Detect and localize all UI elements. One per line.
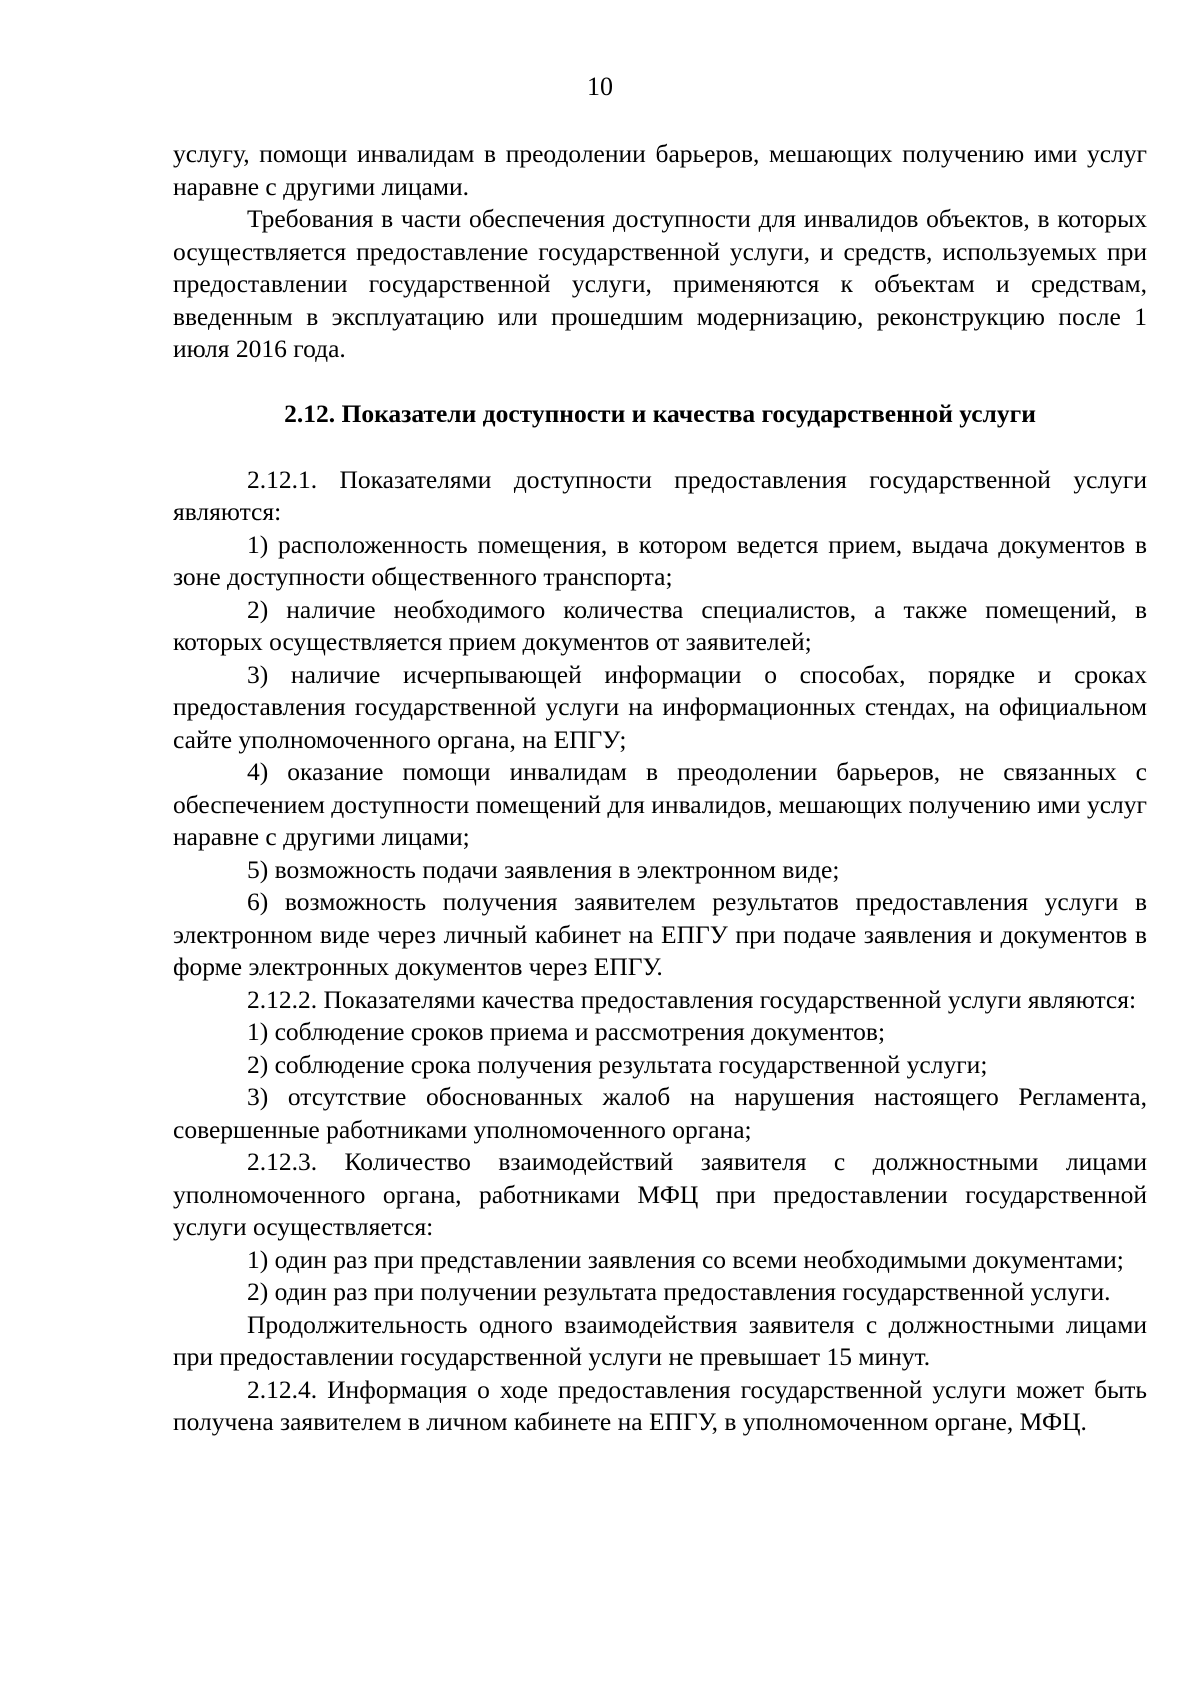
paragraph-continuation: услугу, помощи инвалидам в преодолении барьеров, мешающих получению ими услуг наравне с другими лицами.	[173, 139, 1147, 201]
list-item: 1) соблюдение сроков приема и рассмотрения документов;	[247, 1017, 886, 1046]
paragraph-2-12-1: 2.12.1. Показателями доступности предоставления государственной услуги являются:	[173, 464, 1147, 526]
paragraph-duration: Продолжительность одного взаимодействия заявителя с должностными лицами при предоставлении государственной услуги не превышает 15 минут.	[173, 1309, 1147, 1371]
list-item: 1) расположенность помещения, в котором ведется прием, выдача документов в зоне доступности общественного транспорта;	[173, 529, 1147, 591]
paragraph-accessibility-requirements: Требования в части обеспечения доступности для инвалидов объектов, в которых осуществляется предоставление государственной услуги, и средств, используемых при предоставлении государственной услуги, применяются к объектам и средствам, введенным в эксплуатацию или прошедшим модернизацию, реконструкцию после 1 июля 2016 года.	[173, 204, 1147, 363]
section-title: 2.12. Показатели доступности и качества государственной услуги	[284, 398, 1036, 428]
page-number: 10	[587, 72, 613, 101]
list-item: 3) отсутствие обоснованных жалоб на нарушения настоящего Регламента, совершенные работниками уполномоченного органа;	[173, 1082, 1147, 1144]
list-item: 3) наличие исчерпывающей информации о способах, порядке и сроках предоставления государственной услуги на информационных стендах, на официальном сайте уполномоченного органа, на ЕПГУ;	[173, 659, 1147, 754]
paragraph-2-12-4: 2.12.4. Информация о ходе предоставления государственной услуги может быть получена заявителем в личном кабинете на ЕПГУ, в уполномоченном органе, МФЦ.	[173, 1374, 1147, 1436]
list-item: 5) возможность подачи заявления в электронном виде;	[247, 854, 840, 884]
list-item: 2) один раз при получении результата предоставления государственной услуги.	[247, 1277, 1111, 1306]
list-item: 2) соблюдение срока получения результата государственной услуги;	[247, 1049, 988, 1079]
list-item: 6) возможность получения заявителем результатов предоставления услуги в электронном виде через личный кабинет на ЕПГУ при подаче заявления и документов в форме электронных документов через ЕПГУ.	[173, 887, 1147, 981]
list-item: 4) оказание помощи инвалидам в преодолении барьеров, не связанных с обеспечением доступности помещений для инвалидов, мешающих получению ими услуг наравне с другими лицами;	[173, 757, 1147, 851]
paragraph-2-12-2: 2.12.2. Показателями качества предоставления государственной услуги являются:	[247, 984, 1137, 1014]
paragraph-2-12-3: 2.12.3. Количество взаимодействий заявителя с должностными лицами уполномоченного органа, работниками МФЦ при предоставлении государственной услуги осуществляется:	[173, 1147, 1147, 1241]
document-body	[173, 138, 1147, 1439]
list-item: 1) один раз при представлении заявления со всеми необходимыми документами;	[247, 1244, 1124, 1274]
list-item: 2) наличие необходимого количества специалистов, а также помещений, в которых осуществляется прием документов от заявителей;	[173, 594, 1147, 656]
